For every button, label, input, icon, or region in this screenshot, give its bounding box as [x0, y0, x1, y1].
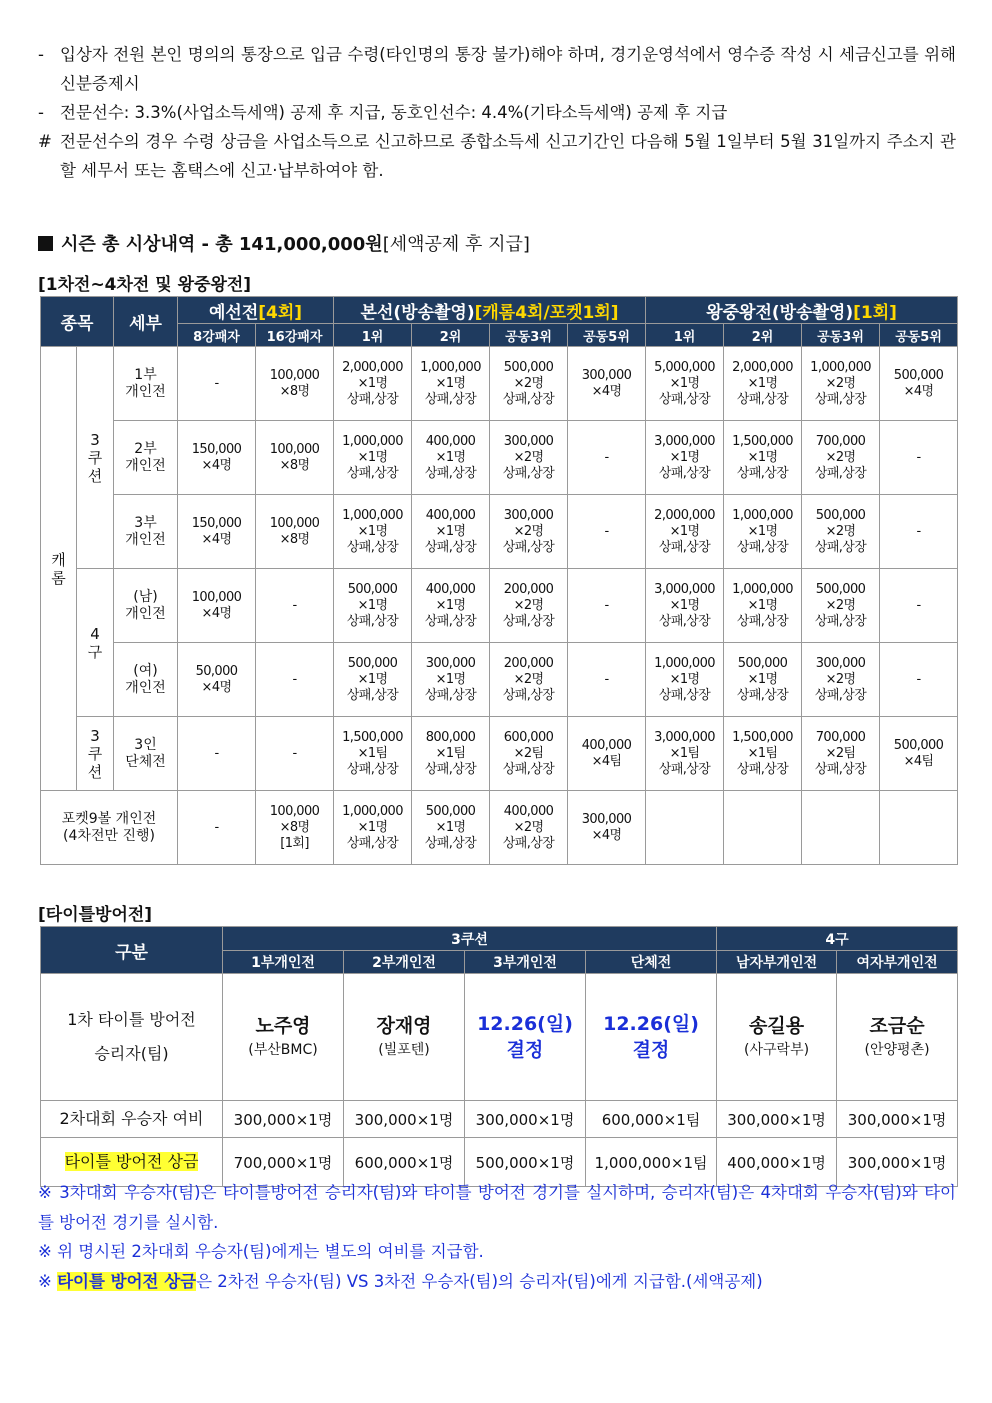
- subgroup-4ball: 4구: [77, 569, 114, 717]
- table-row: [41, 643, 958, 717]
- intro-line: - 전문선수: 3.3%(사업소득세액) 공제 후 지급, 동호인선수: 4.4%(기타소득세액) 공제 후 지급: [38, 103, 728, 122]
- prize-cell: 2,000,000 ×1명 상패,상장: [334, 347, 412, 421]
- prize-cell: 400,000 ×1명 상패,상장: [412, 421, 490, 495]
- prize-cell: 500,000 ×1명 상패,상장: [724, 643, 802, 717]
- prize-cell: 600,000×1명: [344, 1138, 465, 1187]
- prize-cell: 3,000,000 ×1명 상패,상장: [646, 421, 724, 495]
- footer-notes: [38, 1178, 956, 1296]
- prize-cell: 500,000 ×2명 상패,상장: [490, 347, 568, 421]
- prize-cell: [646, 791, 724, 865]
- prize-cell: 400,000×1명: [717, 1138, 837, 1187]
- prize-cell: 1,500,000 ×1팀 상패,상장: [724, 717, 802, 791]
- row-label: 3인 단체전: [114, 717, 178, 791]
- row-label: 1부 개인전: [114, 347, 178, 421]
- prize-cell: 3,000,000 ×1명 상패,상장: [646, 569, 724, 643]
- prize-table: [40, 296, 958, 865]
- prize-cell: 100,000 ×8명: [256, 495, 334, 569]
- prize-cell: 500,000 ×1명 상패,상장: [412, 791, 490, 865]
- prize-cell: -: [568, 421, 646, 495]
- winner-cell: 장재영 (빌포텐): [344, 974, 465, 1101]
- prize-label: 타이틀 방어전 상금: [41, 1138, 223, 1187]
- prize-cell: 1,000,000 ×2명 상패,상장: [802, 347, 880, 421]
- table-row: [41, 421, 958, 495]
- travel-cell: 300,000×1명: [223, 1101, 344, 1138]
- title-table-caption: [타이틀방어전]: [38, 905, 153, 925]
- winner-cell: 노주영 (부산BMC): [223, 974, 344, 1101]
- prize-table-caption: [1차전~4차전 및 왕중왕전]: [38, 275, 252, 295]
- row-label: (남) 개인전: [114, 569, 178, 643]
- prize-cell: 400,000 ×1명 상패,상장: [412, 495, 490, 569]
- prize-cell: 500,000 ×1명 상패,상장: [334, 643, 412, 717]
- row-label: 포켓9볼 개인전 (4차전만 진행): [41, 791, 178, 865]
- prize-cell: 1,000,000 ×1명 상패,상장: [334, 495, 412, 569]
- travel-cell: 300,000×1명: [344, 1101, 465, 1138]
- row-label: 2부 개인전: [114, 421, 178, 495]
- winner-cell: 12.26(일) 결정: [465, 974, 586, 1101]
- prize-cell: 300,000 ×2명 상패,상장: [802, 643, 880, 717]
- prize-cell: 700,000×1명: [223, 1138, 344, 1187]
- prize-cell: 500,000 ×2명 상패,상장: [802, 495, 880, 569]
- prize-cell: 500,000 ×2명 상패,상장: [802, 569, 880, 643]
- prize-cell: 3,000,000 ×1팀 상패,상장: [646, 717, 724, 791]
- header-3cushion: 3쿠션: [223, 927, 717, 951]
- col-header: 3부개인전: [465, 951, 586, 974]
- note-line: ※ 위 명시된 2차대회 우승자(팀)에게는 별도의 여비를 지급함.: [38, 1242, 484, 1261]
- travel-cell: 300,000×1명: [837, 1101, 958, 1138]
- table-row: [41, 347, 958, 421]
- prize-cell: 300,000 ×4명: [568, 791, 646, 865]
- prize-cell: 1,500,000 ×1명 상패,상장: [724, 421, 802, 495]
- prize-cell: -: [880, 495, 958, 569]
- intro-line: - 입상자 전원 본인 명의의 통장으로 입금 수령(타인명의 통장 불가)해야 하며, 경기운영석에서 영수증 작성 시 세금신고를 위해 신분증제시: [38, 45, 956, 93]
- prize-cell: 100,000 ×4명: [178, 569, 256, 643]
- prize-cell: 1,000,000×1팀: [586, 1138, 717, 1187]
- note-line: ※ 타이틀 방어전 상금은 2차전 우승자(팀) VS 3차전 우승자(팀)의 승리자(팀)에게 지급함.(세액공제): [38, 1271, 763, 1291]
- travel-cell: 300,000×1명: [717, 1101, 837, 1138]
- travel-label: 2차대회 우승자 여비: [41, 1101, 223, 1138]
- winner-cell: 송길용 (사구락부): [717, 974, 837, 1101]
- prize-cell: 5,000,000 ×1명 상패,상장: [646, 347, 724, 421]
- travel-cell: 300,000×1명: [465, 1101, 586, 1138]
- subgroup-3cushion-team: 3쿠션: [77, 717, 114, 791]
- prize-cell: 300,000 ×1명 상패,상장: [412, 643, 490, 717]
- subgroup-3cushion: 3쿠션: [77, 347, 114, 569]
- winner-cell: 조금순 (안양평촌): [837, 974, 958, 1101]
- title-defense-table: [40, 926, 958, 1187]
- prize-cell: -: [178, 347, 256, 421]
- prize-cell: 300,000×1명: [837, 1138, 958, 1187]
- prize-cell: 800,000 ×1팀 상패,상장: [412, 717, 490, 791]
- header-category: 구분: [41, 927, 223, 974]
- prize-cell: 150,000 ×4명: [178, 495, 256, 569]
- prize-cell: 2,000,000 ×1명 상패,상장: [646, 495, 724, 569]
- prize-cell: [880, 791, 958, 865]
- header-prelim: 예선전[4회]: [178, 297, 334, 324]
- header-row: [41, 297, 958, 324]
- prize-cell: -: [880, 643, 958, 717]
- prize-cell: 200,000 ×2명 상패,상장: [490, 643, 568, 717]
- subheader-cell: 2위: [724, 324, 802, 347]
- prize-cell: 100,000 ×8명: [256, 347, 334, 421]
- subheader-row: [41, 324, 958, 347]
- table-row: [41, 569, 958, 643]
- prize-cell: -: [256, 569, 334, 643]
- prize-cell: 1,000,000 ×1명 상패,상장: [412, 347, 490, 421]
- travel-cell: 600,000×1팀: [586, 1101, 717, 1138]
- prize-cell: 200,000 ×2명 상패,상장: [490, 569, 568, 643]
- prize-cell: -: [880, 569, 958, 643]
- subheader-cell: 공동5위: [880, 324, 958, 347]
- prize-cell: -: [568, 643, 646, 717]
- header-main: 본선(방송촬영)[캐롬4회/포켓1회]: [334, 297, 646, 324]
- subheader-cell: 공동5위: [568, 324, 646, 347]
- winner-label: 1차 타이틀 방어전 승리자(팀): [41, 974, 223, 1101]
- prize-cell: 1,500,000 ×1팀 상패,상장: [334, 717, 412, 791]
- prize-cell: -: [568, 495, 646, 569]
- prize-cell: 1,000,000 ×1명 상패,상장: [724, 495, 802, 569]
- table-row: [41, 717, 958, 791]
- prize-cell: 500,000 ×1명 상패,상장: [334, 569, 412, 643]
- subheader-cell: 공동3위: [802, 324, 880, 347]
- prize-cell: -: [568, 569, 646, 643]
- col-header: 2부개인전: [344, 951, 465, 974]
- prize-cell: 2,000,000 ×1명 상패,상장: [724, 347, 802, 421]
- prize-cell: 500,000×1명: [465, 1138, 586, 1187]
- prize-cell: 1,000,000 ×1명 상패,상장: [334, 421, 412, 495]
- intro-line: # 전문선수의 경우 수령 상금을 사업소득으로 신고하므로 종합소득세 신고기간인 다음해 5월 1일부터 5월 31일까지 주소지 관할 세무서 또는 홈택스에 신고·납부하여야 함.: [38, 132, 956, 180]
- travel-row: [41, 1101, 958, 1138]
- prize-cell: -: [178, 717, 256, 791]
- col-header: 1부개인전: [223, 951, 344, 974]
- note-line: ※ 3차대회 우승자(팀)은 타이틀방어전 승리자(팀)와 타이틀 방어전 경기를 실시하며, 승리자(팀)은 4차대회 우승자(팀)와 타이틀 방어전 경기를 실시함.: [38, 1183, 956, 1232]
- subheader-cell: 1위: [646, 324, 724, 347]
- winner-row: [41, 974, 958, 1101]
- subheader-cell: 16강패자: [256, 324, 334, 347]
- prize-cell: 1,000,000 ×1명 상패,상장: [646, 643, 724, 717]
- winner-cell: 12.26(일) 결정: [586, 974, 717, 1101]
- prize-cell: 600,000 ×2팀 상패,상장: [490, 717, 568, 791]
- prize-cell: 700,000 ×2명 상패,상장: [802, 421, 880, 495]
- prize-cell: -: [256, 643, 334, 717]
- row-label: (여) 개인전: [114, 643, 178, 717]
- table-row: [41, 791, 958, 865]
- prize-cell: 50,000 ×4명: [178, 643, 256, 717]
- square-bullet-icon: [38, 236, 53, 251]
- header-4ball: 4구: [717, 927, 958, 951]
- prize-cell: 1,000,000 ×1명 상패,상장: [334, 791, 412, 865]
- header-event: 종목: [41, 297, 114, 347]
- col-header: 남자부개인전: [717, 951, 837, 974]
- prize-cell: 300,000 ×4명: [568, 347, 646, 421]
- row-label: 3부 개인전: [114, 495, 178, 569]
- prize-cell: 300,000 ×2명 상패,상장: [490, 421, 568, 495]
- header-row: [41, 927, 958, 951]
- subheader-cell: 공동3위: [490, 324, 568, 347]
- prize-cell: 700,000 ×2팀 상패,상장: [802, 717, 880, 791]
- subheader-cell: 8강패자: [178, 324, 256, 347]
- header-detail: 세부: [114, 297, 178, 347]
- prize-cell: -: [178, 791, 256, 865]
- subheader-cell: 1위: [334, 324, 412, 347]
- group-carom: 캐롬: [41, 347, 77, 791]
- prize-cell: 100,000 ×8명 [1회]: [256, 791, 334, 865]
- prize-cell: [724, 791, 802, 865]
- col-header: 여자부개인전: [837, 951, 958, 974]
- prize-cell: 500,000 ×4팀: [880, 717, 958, 791]
- prize-cell: 1,000,000 ×1명 상패,상장: [724, 569, 802, 643]
- prize-cell: 300,000 ×2명 상패,상장: [490, 495, 568, 569]
- prize-cell: 400,000 ×2명 상패,상장: [490, 791, 568, 865]
- prize-cell: 400,000 ×4팀: [568, 717, 646, 791]
- prize-cell: -: [880, 421, 958, 495]
- prize-cell: 400,000 ×1명 상패,상장: [412, 569, 490, 643]
- col-header: 단체전: [586, 951, 717, 974]
- section-title: 시즌 총 시상내역 - 총 141,000,000원[세액공제 후 지급]: [38, 230, 530, 256]
- intro-notes: [38, 40, 956, 185]
- header-final: 왕중왕전(방송촬영)[1회]: [646, 297, 958, 324]
- prize-cell: 100,000 ×8명: [256, 421, 334, 495]
- prize-cell: 500,000 ×4명: [880, 347, 958, 421]
- prize-cell: -: [256, 717, 334, 791]
- subheader-cell: 2위: [412, 324, 490, 347]
- table-row: [41, 495, 958, 569]
- prize-cell: 150,000 ×4명: [178, 421, 256, 495]
- prize-cell: [802, 791, 880, 865]
